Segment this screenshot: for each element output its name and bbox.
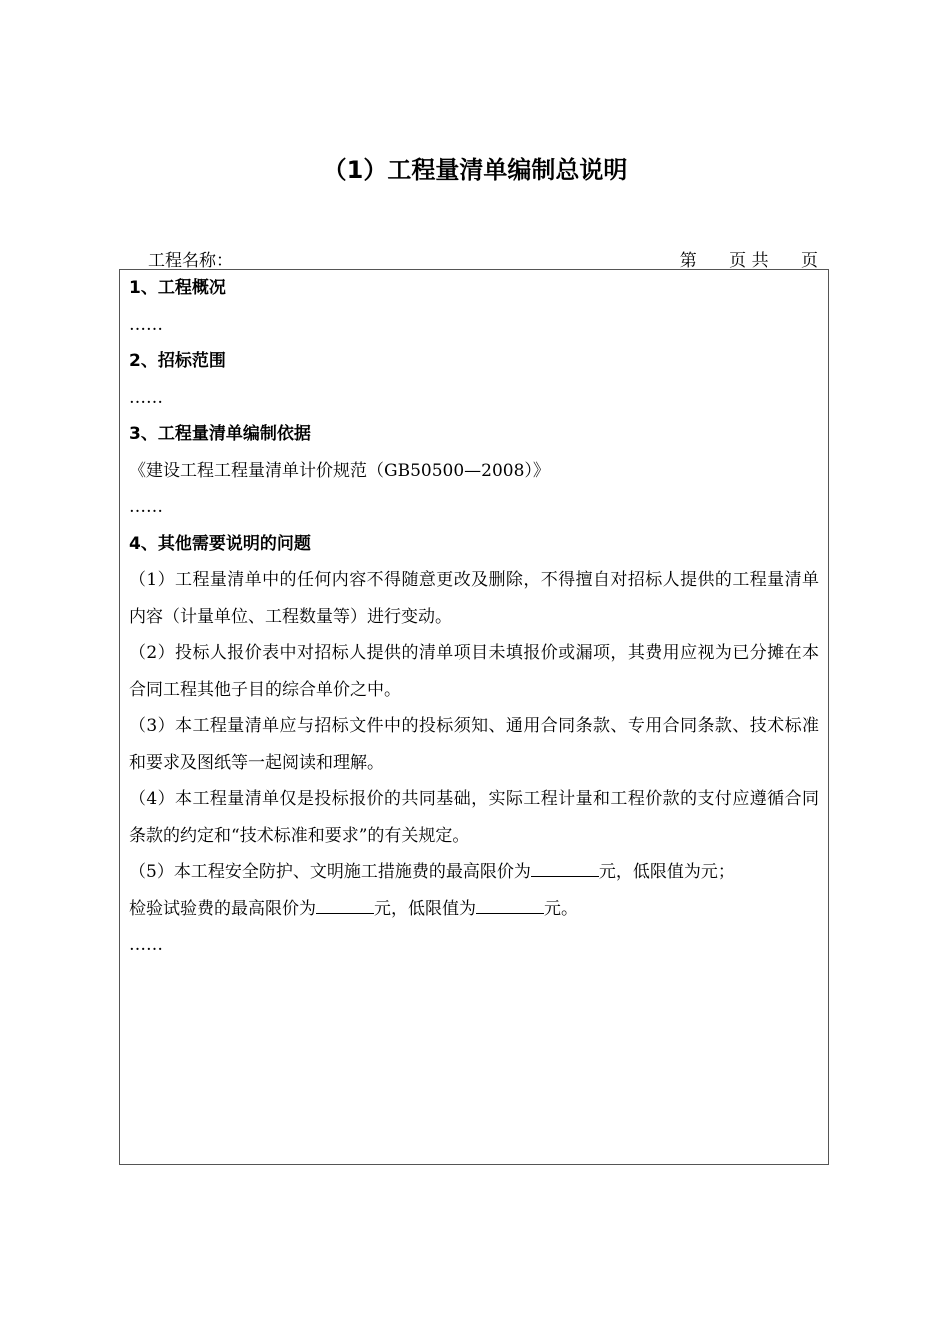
item-1-paragraph: （1）工程量清单中的任何内容不得随意更改及删除，不得擅自对招标人提供的工程量清单内容（计量单位、工程数量等）进行变动。 — [129, 570, 819, 627]
inspection-text-a: 检验试验费的最高限价为 — [129, 898, 316, 919]
section-3-title: 3、工程量清单编制依据 — [129, 424, 311, 444]
item-5-text-b: 元，低限值为元； — [598, 862, 735, 882]
section-3-ellipsis: …… — [129, 497, 163, 517]
item-5-text-a: （5）本工程安全防护、文明施工措施费的最高限价为 — [129, 862, 531, 882]
section-4-title: 4、其他需要说明的问题 — [129, 533, 311, 554]
page-title: （1）工程量清单编制总说明 — [322, 156, 628, 184]
inspection-text-c: 元。 — [544, 898, 578, 919]
closing-ellipsis: …… — [129, 935, 163, 955]
project-name-label: 工程名称： — [148, 251, 233, 271]
inspection-fee-line — [129, 891, 819, 928]
max-price-blank — [531, 860, 599, 877]
description-box — [119, 269, 829, 1165]
inspection-max-blank — [316, 897, 374, 914]
item-4-paragraph: （4）本工程量清单仅是投标报价的共同基础，实际工程计量和工程价款的支付应遵循合同条款的约定和“技术标准和要求”的有关规定。 — [129, 789, 819, 846]
inspection-text-b: 元，低限值为 — [374, 898, 476, 919]
page-number-info: 第 页 共 页 — [679, 251, 818, 271]
inspection-min-blank — [476, 897, 544, 914]
section-3-reference: 《建设工程工程量清单计价规范（GB50500—2008）》 — [129, 460, 550, 481]
section-2-title: 2、招标范围 — [129, 351, 226, 371]
item-3-paragraph: （3）本工程量清单应与招标文件中的投标须知、通用合同条款、专用合同条款、技术标准和要求及图纸等一起阅读和理解。 — [129, 716, 819, 773]
form-header — [148, 246, 818, 270]
section-2-body: …… — [129, 387, 163, 408]
item-5-paragraph — [129, 854, 819, 891]
item-2-paragraph: （2）投标人报价表中对招标人提供的清单项目未填报价或漏项，其费用应视为已分摊在本合同工程其他子目的综合单价之中。 — [129, 643, 819, 700]
section-1-body: …… — [129, 314, 163, 335]
section-1-title: 1、工程概况 — [129, 278, 226, 298]
